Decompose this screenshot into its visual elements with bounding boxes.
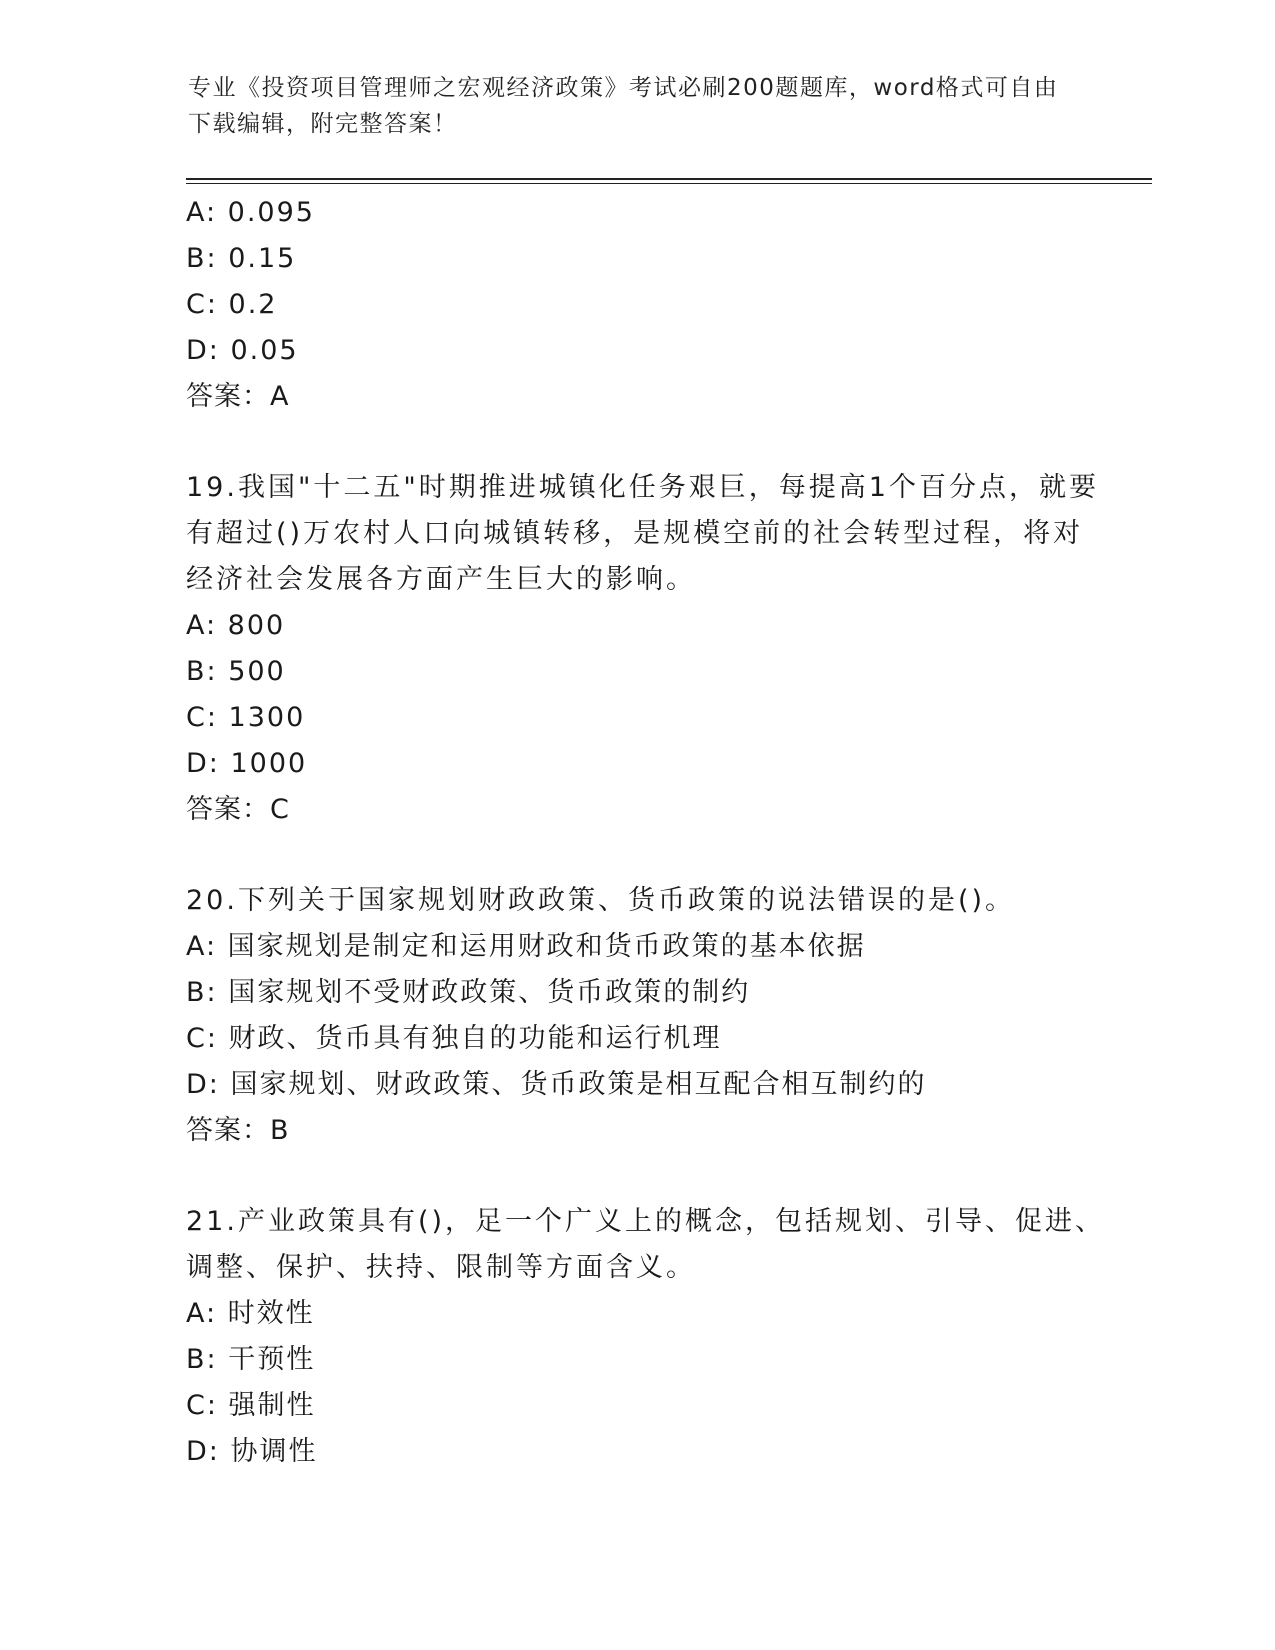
option-b: B: 国家规划不受财政政策、货币政策的制约	[186, 977, 751, 1008]
option-b: B: 干预性	[186, 1344, 316, 1375]
question-stem-line: 有超过()万农村人口向城镇转移，是规模空前的社会转型过程，将对	[186, 518, 1084, 549]
question-stem-line: 经济社会发展各方面产生巨大的影响。	[186, 564, 696, 595]
option-c: C: 0.2	[186, 289, 278, 320]
question-20	[186, 878, 1086, 1154]
option-a: A: 国家规划是制定和运用财政和货币政策的基本依据	[186, 931, 866, 962]
question-gap	[186, 1154, 1086, 1199]
answer-label: 答案：A	[186, 381, 290, 412]
question-stem-line: 20.下列关于国家规划财政政策、货币政策的说法错误的是()。	[186, 885, 1016, 916]
option-a: A: 时效性	[186, 1298, 315, 1329]
question-19	[186, 465, 1099, 833]
question-21	[186, 1199, 1106, 1475]
option-c: C: 1300	[186, 702, 306, 733]
option-a: A: 0.095	[186, 197, 315, 228]
question-list	[186, 190, 1106, 1475]
option-d: D: 协调性	[186, 1436, 318, 1467]
answer-label: 答案：B	[186, 1115, 290, 1146]
question-18	[186, 190, 1086, 420]
option-d: D: 国家规划、财政政策、货币政策是相互配合相互制约的	[186, 1069, 927, 1100]
option-d: D: 0.05	[186, 335, 299, 366]
option-a: A: 800	[186, 610, 286, 641]
option-b: B: 500	[186, 656, 286, 687]
document-header	[188, 70, 1088, 142]
question-stem-line: 21.产业政策具有()，足一个广义上的概念，包括规划、引导、促进、	[186, 1206, 1106, 1237]
question-stem-line: 调整、保护、扶持、限制等方面含义。	[186, 1252, 696, 1283]
header-line-2: 下载编辑，附完整答案！	[188, 111, 458, 137]
answer-label: 答案：C	[186, 794, 290, 825]
option-c: C: 强制性	[186, 1390, 316, 1421]
option-c: C: 财政、货币具有独自的功能和运行机理	[186, 1023, 722, 1054]
option-b: B: 0.15	[186, 243, 297, 274]
question-stem-line: 19.我国"十二五"时期推进城镇化任务艰巨，每提高1个百分点，就要	[186, 472, 1099, 503]
question-gap	[186, 420, 1086, 465]
option-d: D: 1000	[186, 748, 308, 779]
header-divider	[186, 178, 1152, 184]
question-gap	[186, 833, 1086, 878]
header-line-1: 专业《投资项目管理师之宏观经济政策》考试必刷200题题库，word格式可自由	[188, 75, 1059, 101]
